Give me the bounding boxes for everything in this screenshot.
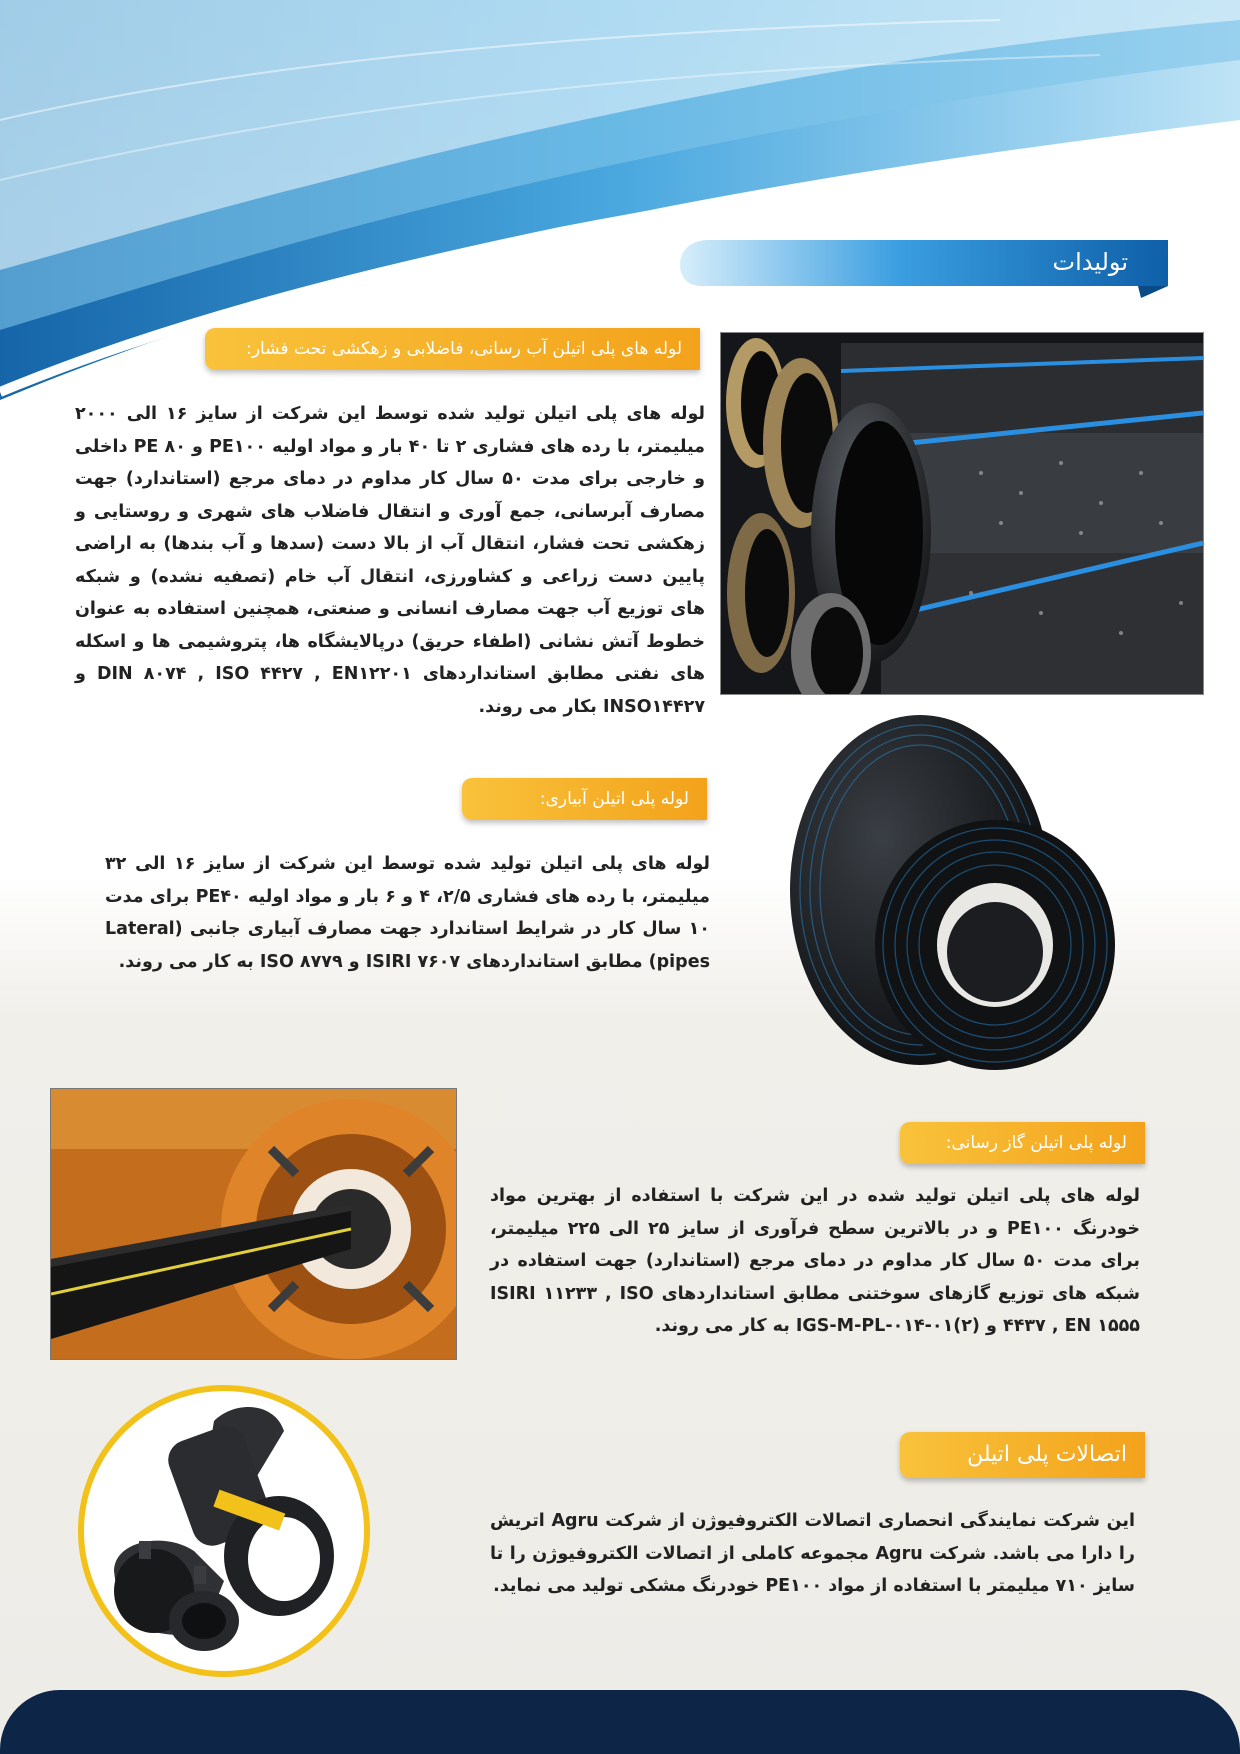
irrigation-text: لوله های پلی اتیلن تولید شده توسط این شرکت از سایز ۱۶ الی ۳۲ میلیمتر، با رده های فشاری ۲/۵، ۴ و ۶ بار و مواد اولیه PE۴۰ برای مدت ۱۰ سال کار در شرایط استاندارد جهت مصارف آبیاری جانبی (Lateral pipes) مطابق استانداردهای ISIRI ۷۶۰۷ و ISO ۸۷۷۹ به کار می روند. — [105, 854, 710, 972]
pressure-pipes-text: لوله های پلی اتیلن تولید شده توسط این شرکت از سایز ۱۶ الی ۲۰۰۰ میلیمتر، با رده های فشاری ۲ تا ۴۰ بار و مواد اولیه PE۱۰۰ و PE ۸۰ داخلی و خارجی برای مدت ۵۰ سال کار مداوم در دمای مرجع (استاندارد) جهت مصارف آبرسانی، جمع آوری و انتقال فاضلاب های شهری و روستایی و زهکشی تحت فشار، انتقال آب از بالا دست (سدها و آب بندها) به اراضی پایین دست زراعی و کشاورزی، انتقال آب خام (تصفیه نشده) و شبکه های توزیع آب جهت مصارف انسانی و صنعتی، همچنین استفاده به عنوان خطوط آتش نشانی (اطفاء حریق) درپالایشگاه ها، پتروشیمی ها و اسکله های نفتی مطابق استانداردهای DIN ۸۰۷۴ , ISO ۴۴۲۷ , EN۱۲۲۰۱ و INSO۱۴۴۲۷ بکار می روند. — [75, 404, 705, 717]
gas-pipes-text: لوله های پلی اتیلن تولید شده در این شرکت با استفاده از بهترین مواد خودرنگ PE۱۰۰ و در بالاترین سطح فرآوری از سایز ۲۵ الی ۲۲۵ میلیمتر، برای مدت ۵۰ سال کار مداوم در دمای مرجع (استاندارد) جهت استفاده در شبکه های توزیع گازهای سوختنی مطابق استانداردهای ISIRI ۱۱۲۳۳ , ISO ۴۴۳۷ , EN ۱۵۵۵ و IGS-M-PL-۰۱۴-۰۱(۲) به کار می روند. — [490, 1186, 1140, 1336]
irrigation-coil-photo — [780, 700, 1130, 1080]
pressure-pipes-title: لوله های پلی اتیلن آب رسانی، فاضلابی و زهکشی تحت فشار: — [205, 328, 700, 370]
fittings-title: اتصالات پلی اتیلن — [900, 1432, 1145, 1478]
electrofusion-fittings-photo — [78, 1385, 370, 1677]
pressure-pipes-photo — [720, 332, 1204, 695]
fittings-text: این شرکت نمایندگی انحصاری اتصالات الکتروفیوژن از شرکت Agru اتریش را دارا می باشد. شرکت Agru مجموعه کاملی از اتصالات الکتروفیوژن را تا سایز ۷۱۰ میلیمتر با استفاده از مواد PE۱۰۰ خودرنگ مشکی تولید می نماید. — [490, 1511, 1135, 1596]
gas-pipe-machine-photo — [50, 1088, 457, 1360]
irrigation-title: لوله پلی اتیلن آبیاری: — [462, 778, 707, 820]
gas-pipes-title: لوله پلی اتیلن گاز رسانی: — [900, 1122, 1145, 1164]
footer-band — [0, 1690, 1240, 1754]
section-title-ribbon — [678, 238, 1168, 298]
section-title: تولیدات — [1052, 248, 1128, 276]
